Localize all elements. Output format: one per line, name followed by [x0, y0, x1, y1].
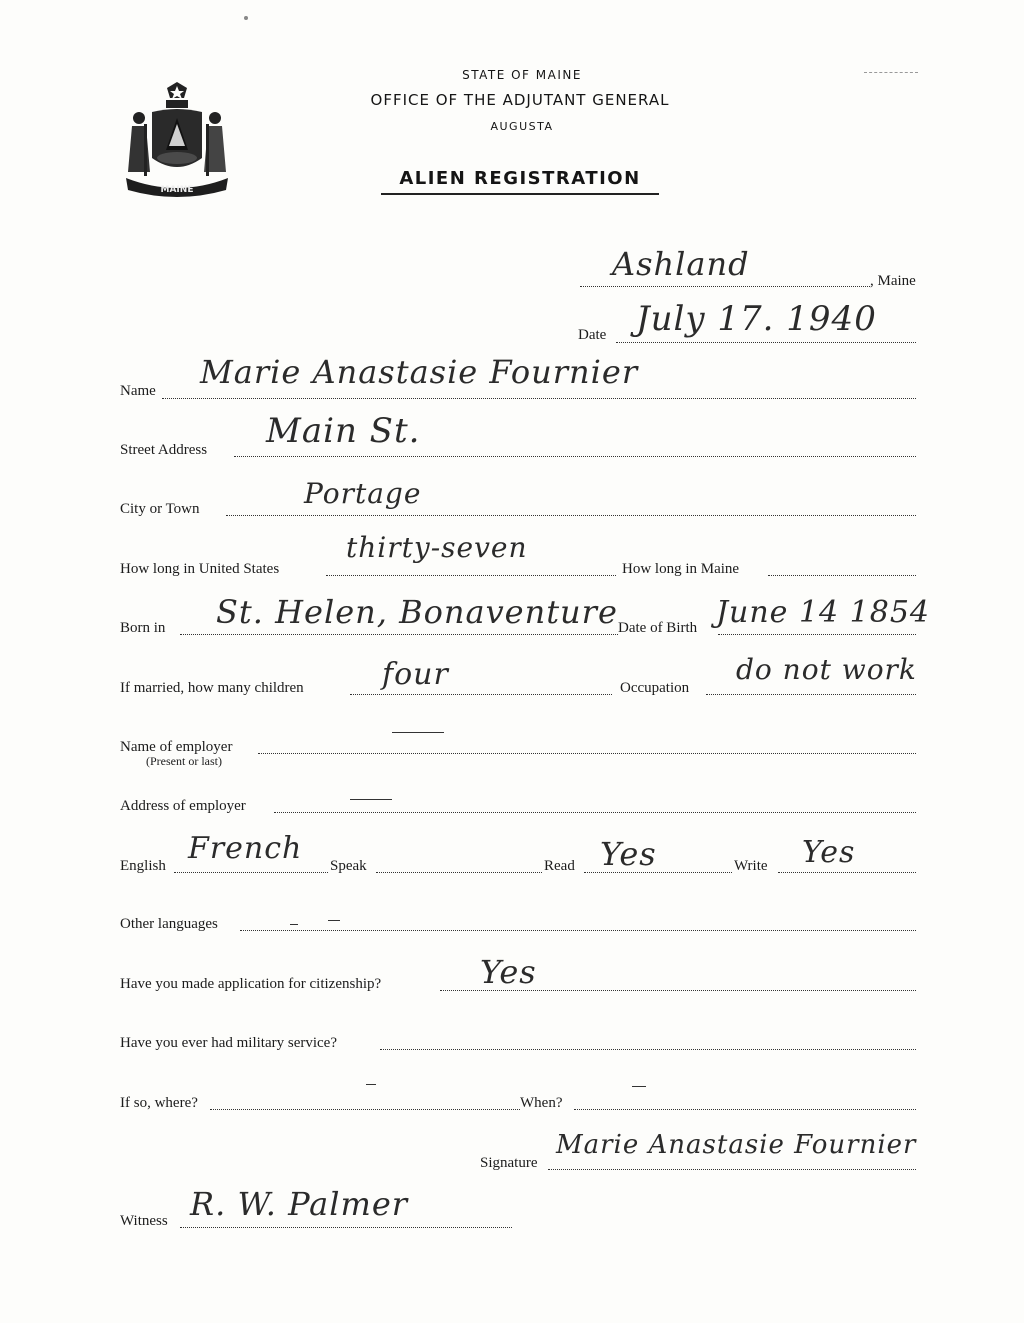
- signature-line: [548, 1169, 916, 1170]
- where-stroke: [366, 1084, 376, 1085]
- citizenship-entry: Yes: [480, 953, 537, 991]
- military-line: [380, 1049, 916, 1050]
- occupation-entry: do not work: [736, 653, 917, 686]
- other-languages-label: Other languages: [120, 916, 218, 932]
- military-label: Have you ever had military service?: [120, 1035, 337, 1051]
- occupation-line: [706, 694, 916, 695]
- when-label: When?: [520, 1095, 563, 1111]
- name-line: [162, 398, 916, 399]
- employer-address-stroke: [350, 799, 392, 800]
- place-line: [580, 286, 870, 287]
- state-heading: STATE OF MAINE: [462, 68, 582, 82]
- dob-line: [718, 634, 916, 635]
- children-label: If married, how many children: [120, 680, 304, 696]
- citizenship-label: Have you made application for citizenship?: [120, 976, 382, 992]
- how-long-us-entry: thirty-seven: [346, 531, 528, 564]
- employer-label: Name of employer: [120, 739, 233, 755]
- how-long-us-label: How long in United States: [120, 561, 280, 577]
- title-underline: [381, 193, 659, 195]
- witness-entry: R. W. Palmer: [190, 1185, 409, 1223]
- english-line: [174, 872, 328, 873]
- english-label: English: [120, 858, 166, 874]
- witness-line: [180, 1227, 512, 1228]
- employer-line: [258, 753, 916, 754]
- other-languages-tick-2: [328, 920, 340, 921]
- english-entry: French: [188, 831, 303, 866]
- other-languages-line: [240, 930, 916, 931]
- write-line: [778, 872, 916, 873]
- children-line: [350, 694, 612, 695]
- how-long-maine-label: How long in Maine: [622, 561, 740, 577]
- speak-label: Speak: [330, 858, 367, 874]
- dob-entry: June 14 1854: [716, 595, 931, 630]
- street-line: [234, 456, 916, 457]
- date-entry: July 17. 1940: [636, 299, 877, 339]
- city-heading: AUGUSTA: [490, 120, 554, 133]
- place-entry: Ashland: [612, 245, 750, 283]
- when-stroke: [632, 1086, 646, 1087]
- place-suffix-label: , Maine: [870, 273, 916, 289]
- occupation-label: Occupation: [620, 680, 690, 696]
- name-entry: Marie Anastasie Fournier: [200, 353, 639, 391]
- read-entry: Yes: [600, 835, 657, 873]
- svg-text:MAINE: MAINE: [160, 185, 194, 195]
- how-long-us-line: [326, 575, 616, 576]
- read-label: Read: [544, 858, 575, 874]
- date-label: Date: [578, 327, 607, 343]
- born-in-line: [180, 634, 618, 635]
- born-in-label: Born in: [120, 620, 166, 636]
- street-entry: Main St.: [266, 411, 421, 451]
- office-heading: OFFICE OF THE ADJUTANT GENERAL: [370, 91, 670, 109]
- children-entry: four: [382, 657, 449, 692]
- witness-label: Witness: [120, 1213, 168, 1229]
- write-label: Write: [734, 858, 768, 874]
- employer-sub-label: (Present or last): [146, 754, 222, 768]
- city-label: City or Town: [120, 501, 200, 517]
- speak-line: [376, 872, 542, 873]
- when-line: [574, 1109, 916, 1110]
- signature-entry: Marie Anastasie Fournier: [556, 1130, 917, 1160]
- city-entry: Portage: [304, 477, 422, 510]
- city-line: [226, 515, 916, 516]
- dob-label: Date of Birth: [618, 620, 698, 636]
- write-entry: Yes: [802, 835, 856, 870]
- signature-label: Signature: [480, 1155, 538, 1171]
- name-label: Name: [120, 383, 156, 399]
- date-line: [616, 342, 916, 343]
- paper-speck: [244, 16, 248, 20]
- form-title: ALIEN REGISTRATION: [399, 168, 641, 189]
- street-label: Street Address: [120, 442, 208, 458]
- where-label: If so, where?: [120, 1095, 198, 1111]
- where-line: [210, 1109, 520, 1110]
- employer-address-line: [274, 812, 916, 813]
- paper-mark: [864, 72, 918, 73]
- employer-address-label: Address of employer: [120, 798, 246, 814]
- how-long-maine-line: [768, 575, 916, 576]
- children-stroke: [392, 732, 444, 733]
- other-languages-tick-1: [290, 924, 298, 925]
- born-in-entry: St. Helen, Bonaventure: [216, 593, 618, 631]
